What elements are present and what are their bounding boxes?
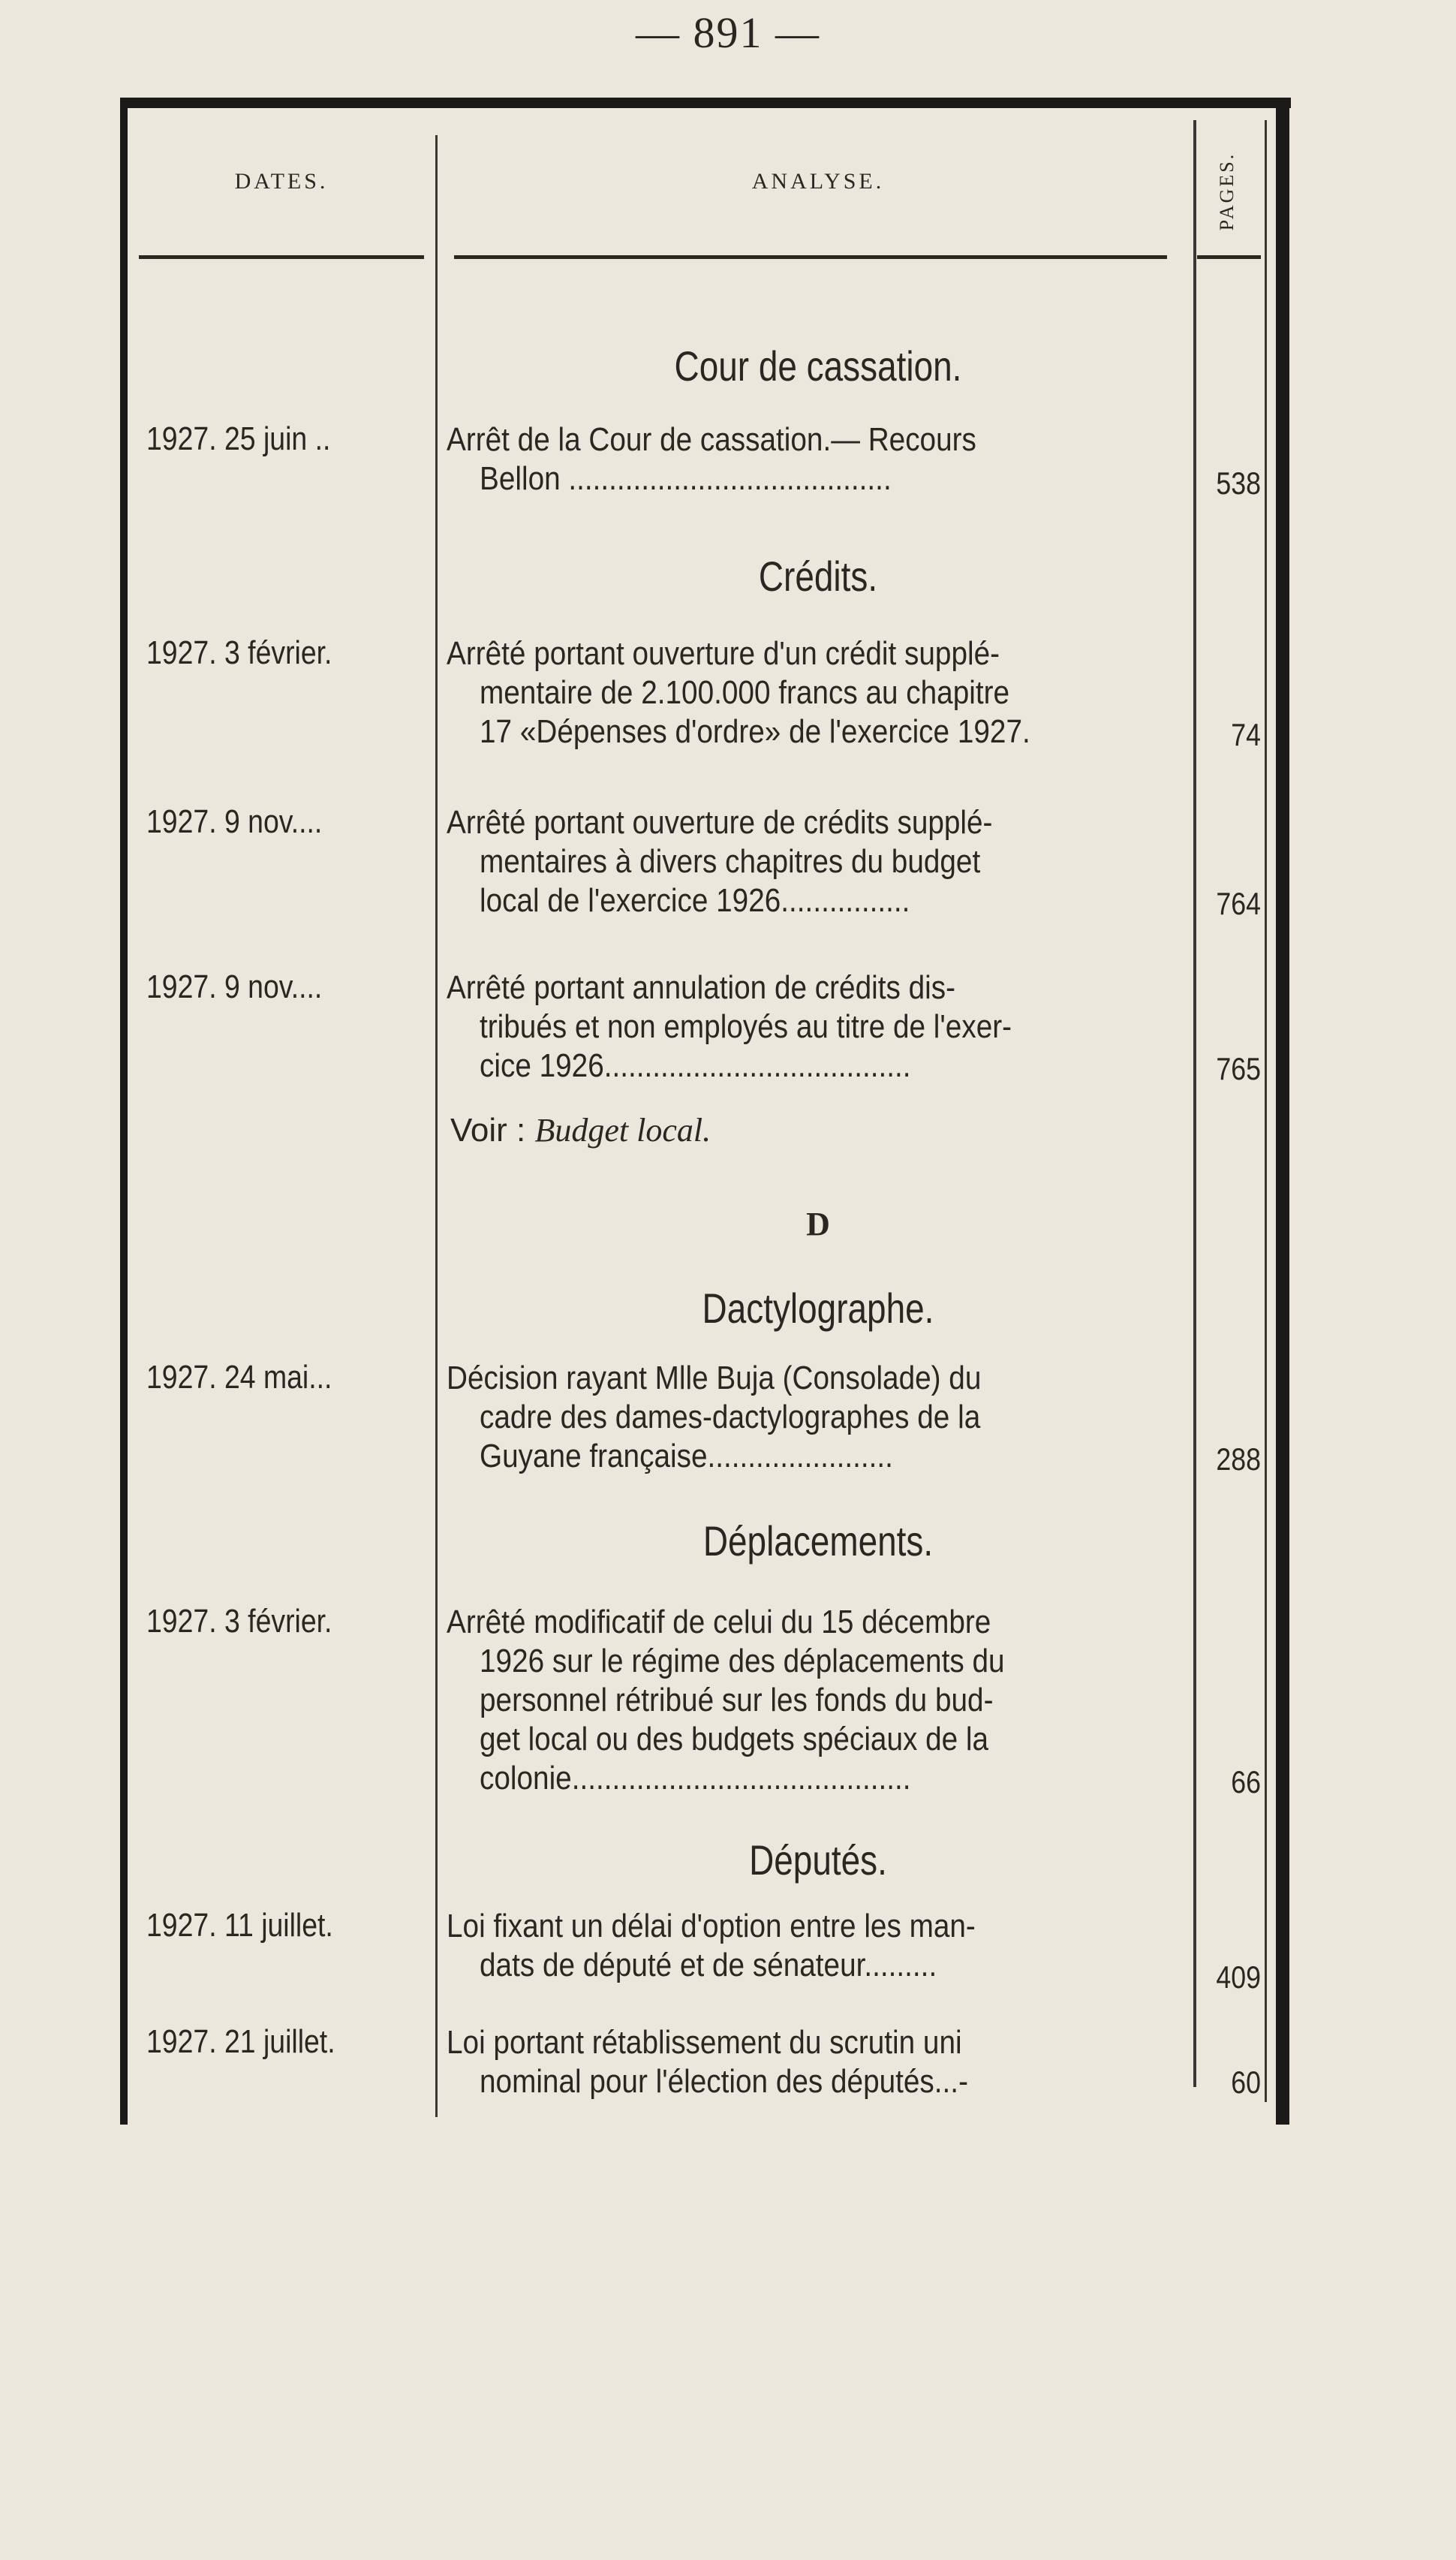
- entry-page: 409: [1216, 1959, 1261, 1995]
- right-border: [1276, 98, 1289, 2125]
- entry-date: 1927. 25 juin ..: [146, 420, 331, 457]
- section-heading-deputes: Députés.: [749, 1836, 887, 1884]
- top-border: [120, 98, 1291, 108]
- header-pages: PAGES.: [1216, 152, 1238, 231]
- entry-date: 1927. 3 février.: [146, 634, 332, 671]
- see-also-prefix: Voir :: [450, 1112, 526, 1149]
- section-heading-deplacements: Déplacements.: [702, 1517, 934, 1565]
- entry-page: 765: [1216, 1051, 1261, 1086]
- header-rule-pages: [1197, 255, 1261, 259]
- entry-date: 1927. 11 juillet.: [146, 1907, 333, 1944]
- header-rule-dates: [139, 255, 424, 259]
- section-heading-dactylographe: Dactylographe.: [702, 1285, 934, 1332]
- see-also: [450, 1111, 711, 1149]
- entry-date: 1927. 9 nov....: [146, 968, 323, 1005]
- header-analyse: ANALYSE.: [751, 169, 885, 194]
- see-also-link: Budget local.: [534, 1112, 711, 1149]
- entry-date: 1927. 9 nov....: [146, 803, 323, 840]
- entry-page: 66: [1231, 1764, 1261, 1800]
- entry-text: Arrêté portant ouverture de crédits supplé- mentaires à divers chapitres du budget local de l'exercice 1926................: [447, 804, 993, 919]
- header-rule-analyse: [454, 255, 1167, 259]
- entry-page: 538: [1216, 465, 1261, 501]
- entry-page: 288: [1216, 1441, 1261, 1477]
- entry-text: Loi fixant un délai d'option entre les man- dats de député et de sénateur.........: [447, 1908, 976, 1983]
- column-divider-pages: [1265, 120, 1267, 2102]
- entry-page: 764: [1216, 886, 1261, 921]
- section-heading-credits: Crédits.: [758, 553, 878, 600]
- entry-page: 60: [1231, 2065, 1261, 2100]
- entry-text: Loi portant rétablissement du scrutin uni nominal pour l'élection des députés...-: [447, 2024, 968, 2100]
- column-divider-dates: [435, 135, 438, 2117]
- entry-date: 1927. 3 février.: [146, 1603, 332, 1640]
- entry-date: 1927. 21 juillet.: [146, 2023, 335, 2060]
- page-number: — 891 —: [636, 8, 820, 57]
- entry-text: Arrêt de la Cour de cassation.— Recours Bellon ........................................: [447, 421, 976, 497]
- entry-text: Décision rayant Mlle Buja (Consolade) du cadre des dames-dactylographes de la Guyane française.......................: [447, 1360, 982, 1474]
- entry-text: Arrêté portant ouverture d'un crédit supplé- mentaire de 2.100.000 francs au chapitre 17 «Dépenses d'ordre» de l'exercice 1927.: [447, 635, 1030, 750]
- entry-text: Arrêté modificatif de celui du 15 décembre 1926 sur le régime des déplacements du personnel rétribué sur les fonds du bud- get local ou des budgets spéciaux de la colonie..........................................: [447, 1604, 1005, 1797]
- entry-date: 1927. 24 mai...: [146, 1359, 332, 1396]
- entry-text: Arrêté portant annulation de crédits dis- tribués et non employés au titre de l'exer- cice 1926......................................: [447, 969, 1012, 1084]
- section-heading-cour: Cour de cassation.: [674, 342, 962, 390]
- header-dates: DATES.: [234, 169, 329, 194]
- entry-page: 74: [1231, 717, 1261, 752]
- section-letter-d: D: [806, 1206, 830, 1242]
